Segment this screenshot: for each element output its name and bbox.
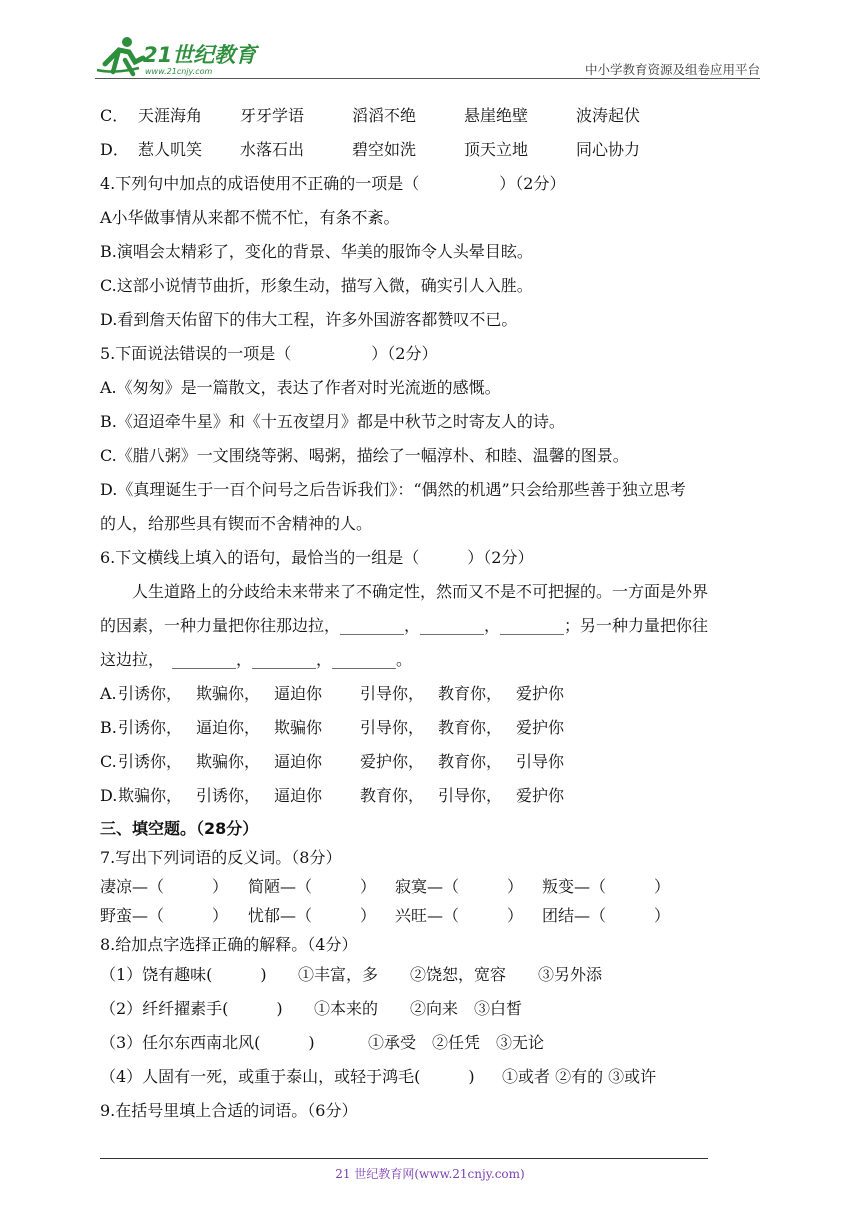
q8-question: （2）纤纤擢素手( ) — [100, 999, 283, 1018]
q5-option-a: A.《匆匆》是一篇散文，表达了作者对时光流逝的感慨。 — [100, 378, 501, 397]
header-platform-text: 中小学教育资源及组卷应用平台 — [584, 62, 760, 77]
q6-option-c — [100, 746, 760, 780]
phrase: 爱护你 — [516, 684, 565, 703]
q7-row1 — [100, 872, 760, 901]
q5-option-b: B.《迢迢牵牛星》和《十五夜望月》都是中秋节之时寄友人的诗。 — [100, 412, 565, 431]
footer-link[interactable]: 21 世纪教育网(www.21cnjy.com) — [335, 1167, 525, 1181]
phrase: 逼迫你 — [274, 786, 323, 805]
phrase: 欺骗你， — [196, 684, 261, 703]
antonym-blank: 忧郁—（ ） — [248, 906, 377, 925]
idiom: 悬崖绝壁 — [464, 106, 529, 125]
idiom: 牙牙学语 — [240, 106, 305, 125]
q8-item-1 — [100, 959, 760, 993]
q8-item-2 — [100, 993, 760, 1027]
idiom: 碧空如洗 — [352, 140, 417, 159]
q4-option-a: A小华做事情从来都不慌不忙，有条不紊。 — [100, 208, 400, 227]
phrase: 引导你， — [360, 718, 425, 737]
q4-option-c: C.这部小说情节曲折，形象生动，描写入微，确实引人入胜。 — [100, 276, 533, 295]
q5-option-d-line1: D.《真理诞生于一百个问号之后告诉我们》：“偶然的机遇”只会给那些善于独立思考 — [100, 480, 686, 499]
page-header — [95, 34, 760, 80]
idiom: 水落石出 — [240, 140, 305, 159]
phrase: 教育你， — [360, 786, 425, 805]
q5-option-d-line2: 的人，给那些具有锲而不舍精神的人。 — [100, 514, 373, 533]
idiom: 滔滔不绝 — [352, 106, 417, 125]
q8-stem: 8.给加点字选择正确的解释。（4分） — [100, 935, 358, 954]
site-logo[interactable] — [95, 34, 260, 80]
idiom: 天涯海角 — [138, 106, 203, 125]
q7-row2 — [100, 901, 760, 930]
q6-passage-line2: 的因素，一种力量把你往那边拉，________，________，________；另一种力量把你往 — [100, 616, 709, 635]
phrase: 逼迫你， — [196, 718, 261, 737]
section-3-heading: 三、填空题。（28分） — [100, 819, 259, 838]
q8-question: （1）饶有趣味( ) — [100, 965, 267, 984]
q8-options: ①或者 ②有的 ③或许 — [502, 1067, 657, 1086]
q8-question: （3）任尔东西南北风( ) — [100, 1033, 315, 1052]
q8-item-4 — [100, 1061, 760, 1095]
q8-options: ①本来的 ②向来 ③白皙 — [314, 999, 523, 1018]
phrase: 爱护你 — [516, 786, 565, 805]
antonym-blank: 寂寞—（ ） — [395, 877, 524, 896]
phrase: 爱护你 — [516, 718, 565, 737]
logo-text: 21世纪教育 — [143, 43, 257, 67]
antonym-blank: 野蛮—（ ） — [100, 906, 229, 925]
q7-stem: 7.写出下列词语的反义词。（8分） — [100, 848, 342, 867]
q3-option-d — [100, 134, 760, 168]
header-divider — [95, 78, 760, 79]
idiom: 顶天立地 — [464, 140, 529, 159]
q5-option-c: C.《腊八粥》一文围绕等粥、喝粥，描绘了一幅淳朴、和睦、温馨的图景。 — [100, 446, 629, 465]
q6-option-b — [100, 712, 760, 746]
phrase: 逼迫你 — [274, 684, 323, 703]
phrase: 教育你， — [438, 684, 503, 703]
idiom: 惹人叽笑 — [138, 140, 203, 159]
phrase: 爱护你， — [360, 752, 425, 771]
phrase: 引导你， — [360, 684, 425, 703]
phrase: 引诱你， — [118, 684, 183, 703]
q8-options: ①丰富，多 ②饶恕，宽容 ③另外添 — [298, 965, 603, 984]
phrase: 欺骗你， — [196, 752, 261, 771]
phrase: 引导你 — [516, 752, 565, 771]
runner-logo-icon — [95, 34, 260, 80]
q8-options: ①承受 ②任凭 ③无论 — [368, 1033, 545, 1052]
antonym-blank: 团结—（ ） — [542, 906, 671, 925]
phrase: 引导你， — [438, 786, 503, 805]
q9-stem: 9.在括号里填上合适的词语。（6分） — [100, 1101, 358, 1120]
option-label: D. — [100, 786, 118, 805]
phrase: 引诱你， — [118, 752, 183, 771]
idiom: 同心协力 — [576, 140, 641, 159]
logo-url: www.21cnjy.com — [145, 67, 213, 76]
q4-option-b: B.演唱会太精彩了，变化的背景、华美的服饰令人头晕目眩。 — [100, 242, 533, 261]
option-label: C． — [100, 106, 129, 125]
phrase: 欺骗你， — [118, 786, 183, 805]
q4-stem: 4.下列句中加点的成语使用不正确的一项是（ ）（2分） — [100, 174, 566, 193]
q6-passage-line3: 这边拉， ________，________，________。 — [100, 650, 413, 669]
phrase: 引诱你， — [118, 718, 183, 737]
exam-content — [100, 100, 760, 1129]
q3-option-c — [100, 100, 760, 134]
q6-option-d — [100, 780, 760, 814]
footer-divider — [100, 1158, 708, 1159]
idiom: 波涛起伏 — [576, 106, 641, 125]
q5-stem: 5.下面说法错误的一项是（ ）（2分） — [100, 344, 438, 363]
phrase: 教育你， — [438, 752, 503, 771]
option-label: B. — [100, 718, 117, 737]
phrase: 逼迫你 — [274, 752, 323, 771]
antonym-blank: 简陋—（ ） — [248, 877, 377, 896]
antonym-blank: 兴旺—（ ） — [395, 906, 524, 925]
phrase: 欺骗你 — [274, 718, 323, 737]
q6-option-a — [100, 678, 760, 712]
antonym-blank: 凄凉—（ ） — [100, 877, 229, 896]
q6-stem: 6.下文横线上填入的语句，最恰当的一组是（ ）（2分） — [100, 548, 534, 567]
q4-option-d: D.看到詹天佑留下的伟大工程，许多外国游客都赞叹不已。 — [100, 310, 518, 329]
q6-passage-line1: 人生道路上的分歧给未来带来了不确定性，然而又不是不可把握的。一方面是外界 — [132, 582, 709, 601]
option-label: A. — [100, 684, 117, 703]
option-label: D． — [100, 140, 129, 159]
antonym-blank: 叛变—（ ） — [542, 877, 671, 896]
option-label: C. — [100, 752, 117, 771]
phrase: 教育你， — [438, 718, 503, 737]
q8-item-3 — [100, 1027, 760, 1061]
q8-question: （4）人固有一死，或重于泰山，或轻于鸿毛( ) — [100, 1067, 475, 1086]
phrase: 引诱你， — [196, 786, 261, 805]
